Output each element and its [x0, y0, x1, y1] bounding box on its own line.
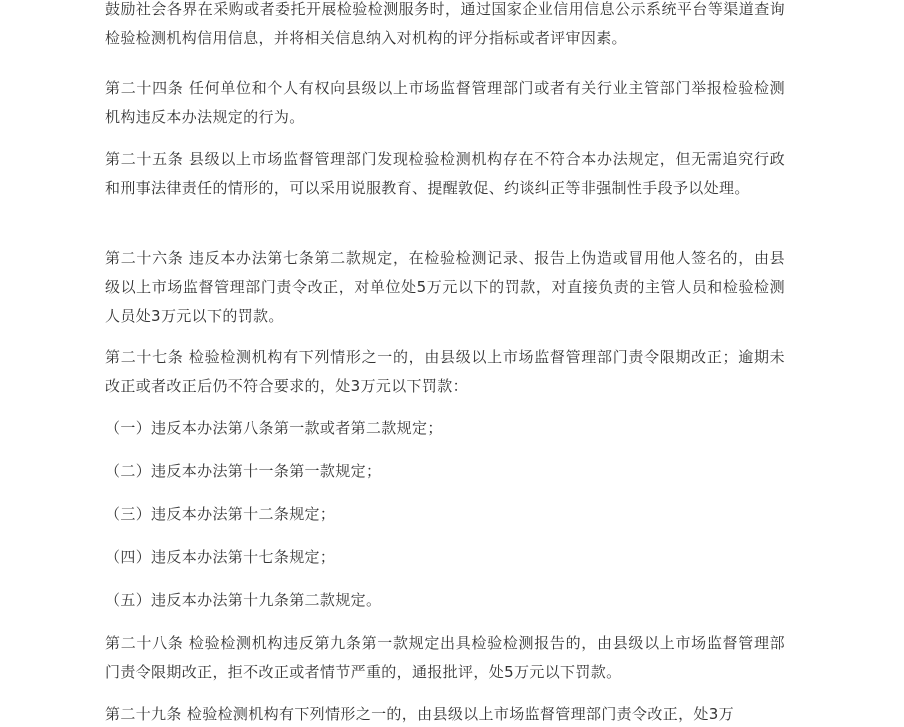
paragraph-article-28: 第二十八条 检验检测机构违反第九条第一款规定出具检验检测报告的，由县级以上市场监督管理部门责令限期改正，拒不改正或者情节严重的，通报批评，处5万元以下罚款。: [105, 634, 785, 681]
list-item-4: （四）违反本办法第十七条规定；: [105, 548, 336, 566]
paragraph-credit-inquiry: 鼓励社会各界在采购或者委托开展检验检测服务时，通过国家企业信用信息公示系统平台等渠道查询检验检测机构信用信息，并将相关信息纳入对机构的评分指标或者评审因素。: [105, 0, 785, 47]
list-item-1: （一）违反本办法第八条第一款或者第二款规定；: [105, 419, 443, 437]
paragraph-article-27: 第二十七条 检验检测机构有下列情形之一的，由县级以上市场监督管理部门责令限期改正；逾期未改正或者改正后仍不符合要求的，处3万元以下罚款：: [105, 348, 785, 395]
paragraph-article-29: 第二十九条 检验检测机构有下列情形之一的，由县级以上市场监督管理部门责令改正，处3万: [105, 705, 735, 723]
paragraph-article-24: 第二十四条 任何单位和个人有权向县级以上市场监督管理部门或者有关行业主管部门举报检验检测机构违反本办法规定的行为。: [105, 79, 785, 126]
list-item-2: （二）违反本办法第十一条第一款规定；: [105, 462, 382, 480]
list-item-3: （三）违反本办法第十二条规定；: [105, 505, 336, 523]
list-item-5: （五）违反本办法第十九条第二款规定。: [105, 591, 382, 609]
paragraph-article-25: 第二十五条 县级以上市场监督管理部门发现检验检测机构存在不符合本办法规定，但无需追究行政和刑事法律责任的情形的，可以采用说服教育、提醒敦促、约谈纠正等非强制性手段予以处理。: [105, 150, 785, 197]
paragraph-article-26: 第二十六条 违反本办法第七条第二款规定，在检验检测记录、报告上伪造或冒用他人签名的，由县级以上市场监督管理部门责令改正，对单位处5万元以下的罚款，对直接负责的主管人员和检验检测人员处3万元以下的罚款。: [105, 249, 785, 325]
